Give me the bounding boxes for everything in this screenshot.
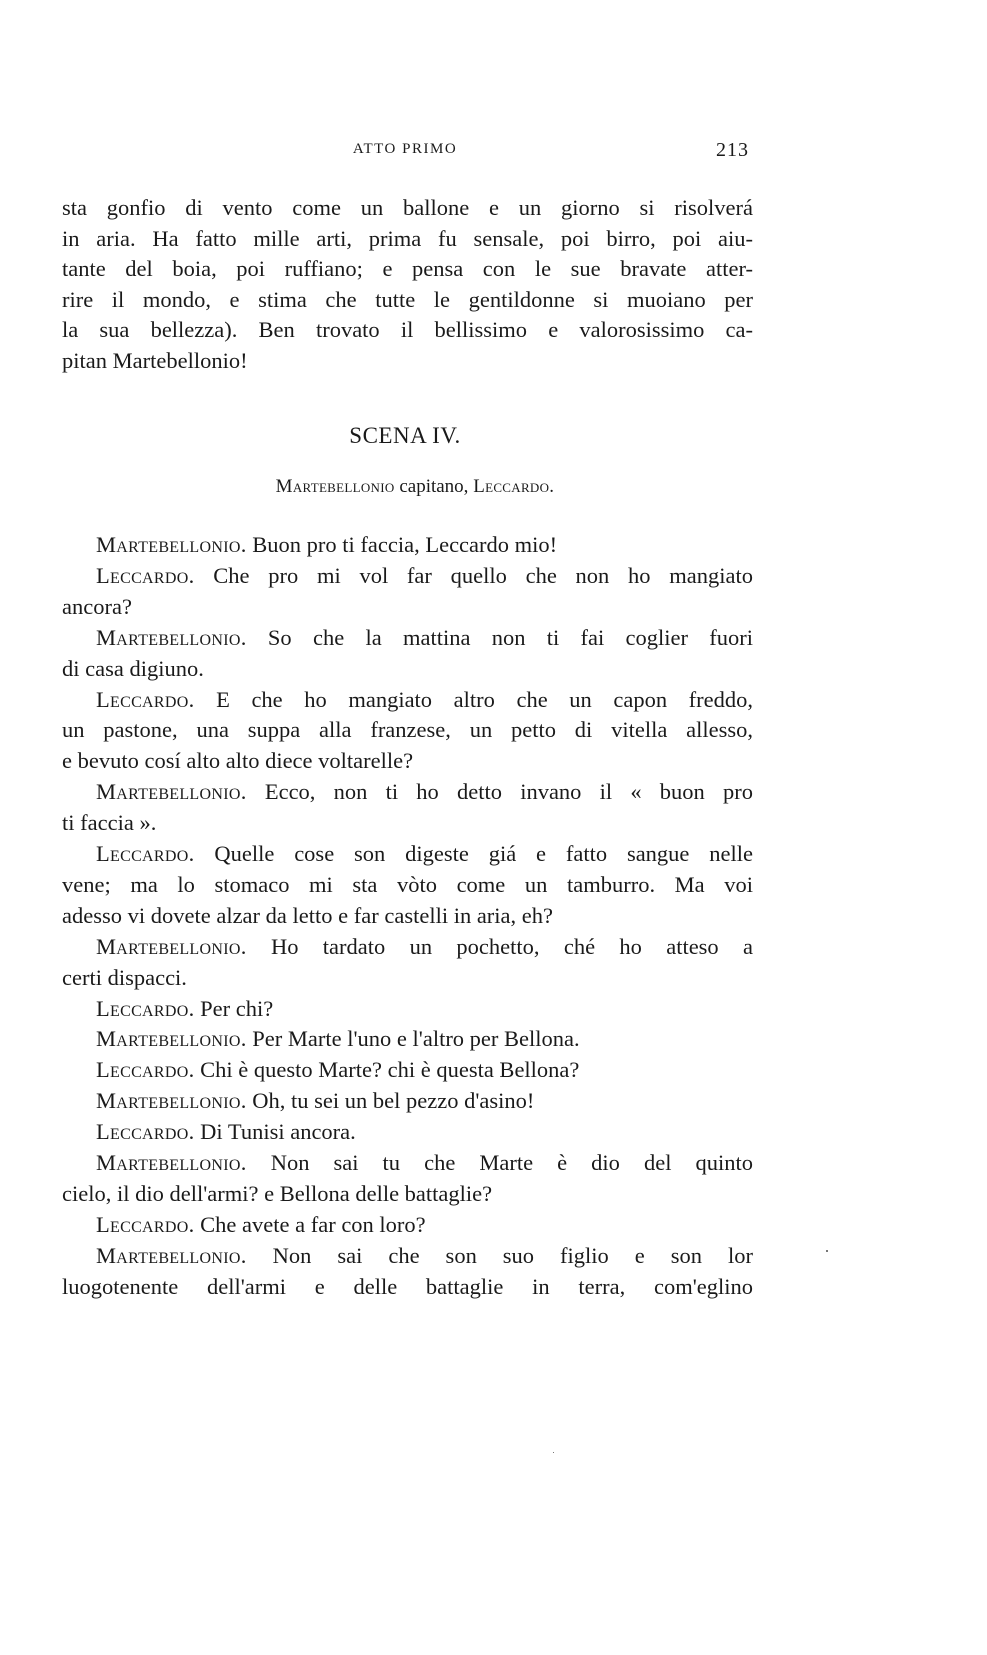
line-text: ancora?: [62, 593, 132, 619]
line-text: di casa digiuno.: [62, 655, 204, 681]
text-line: [62, 716, 753, 744]
line-text: cielo, il dio dell'armi? e Bellona delle battaglie?: [62, 1180, 493, 1206]
text-line: [96, 995, 753, 1023]
line-text: in aria. Ha fatto mille arti, prima fu sensale, poi birro, poi aiu-: [62, 225, 753, 251]
text-line: [96, 840, 753, 868]
text-line: [62, 1273, 753, 1301]
text-line: [96, 1118, 753, 1146]
text-line: [62, 316, 753, 344]
scan-speck: [826, 1250, 828, 1252]
text-line: [62, 593, 753, 621]
speaker-name: Martebellonio.: [96, 779, 247, 805]
speaker-name: Martebellonio.: [96, 1150, 247, 1175]
line-text: la sua bellezza). Ben trovato il bellissimo e valorosissimo ca-: [62, 317, 753, 343]
text-line: [96, 1149, 753, 1177]
line-text: Di Tunisi ancora.: [194, 1119, 356, 1145]
text-line: [96, 531, 753, 559]
scene-characters: [0, 476, 830, 498]
line-text: Chi è questo Marte? chi è questa Bellona?: [194, 1057, 580, 1083]
text-line: [96, 1242, 753, 1270]
scene-heading: SCENA IV.: [349, 423, 461, 448]
character-name: Martebellonio: [275, 476, 395, 497]
speaker-name: Martebellonio.: [96, 1088, 247, 1114]
line-text: Che pro mi vol far quello che non ho mangiato: [194, 562, 753, 588]
text-line: [62, 286, 753, 314]
text-line: [96, 778, 753, 806]
text-line: [62, 225, 753, 253]
line-text: tante del boia, poi ruffiano; e pensa con le sue bravate atter-: [62, 256, 753, 282]
text-line: [62, 809, 753, 837]
line-text: adesso vi dovete alzar da letto e far castelli in aria, eh?: [62, 902, 554, 928]
text-line: [62, 871, 753, 899]
line-text: Non sai tu che Marte è dio del quinto: [246, 1150, 753, 1175]
speaker-name: Martebellonio.: [96, 1242, 247, 1268]
speaker-name: Leccardo.: [96, 1211, 195, 1237]
text-line: [62, 964, 753, 992]
line-text: Per chi?: [194, 995, 274, 1021]
line-text: Ho tardato un pochetto, ché ho atteso a: [246, 933, 753, 959]
text-line: [96, 1087, 753, 1115]
speaker-name: Leccardo.: [96, 562, 195, 588]
text-line: [62, 194, 753, 222]
line-text: sta gonfio di vento come un ballone e un giorno si risolverá: [62, 195, 753, 220]
line-text: Che avete a far con loro?: [194, 1211, 426, 1237]
text-line: [62, 902, 753, 930]
text-line: [96, 624, 753, 652]
speaker-name: Martebellonio.: [96, 1026, 247, 1052]
speaker-name: Leccardo.: [96, 1119, 195, 1145]
text-line: [96, 686, 753, 714]
speaker-name: Martebellonio.: [96, 624, 247, 650]
line-text: un pastone, una suppa alla franzese, un petto di vitella allesso,: [62, 717, 753, 743]
line-text: E che ho mangiato altro che un capon freddo,: [194, 686, 753, 712]
text-line: [62, 747, 753, 775]
line-text: Oh, tu sei un bel pezzo d'asino!: [246, 1088, 535, 1114]
text-line: [96, 933, 753, 961]
line-text: Per Marte l'uno e l'altro per Bellona.: [246, 1026, 580, 1052]
speaker-name: Leccardo.: [96, 686, 195, 712]
line-text: certi dispacci.: [62, 964, 187, 990]
character-name: Leccardo.: [473, 476, 555, 497]
line-text: Buon pro ti faccia, Leccardo mio!: [246, 532, 558, 557]
text-line: [96, 1056, 753, 1084]
text-line: [96, 1211, 753, 1239]
speaker-name: Martebellonio.: [96, 532, 247, 557]
line-text: Ecco, non ti ho detto invano il « buon pro: [246, 779, 753, 805]
page-number: 213: [716, 139, 749, 161]
speaker-name: Leccardo.: [96, 1057, 195, 1083]
scan-speck: [553, 1452, 554, 1453]
speaker-name: Leccardo.: [96, 841, 195, 866]
line-text: ti faccia ».: [62, 810, 157, 836]
speaker-name: Martebellonio.: [96, 933, 247, 959]
speaker-name: Leccardo.: [96, 995, 195, 1021]
text-line: [62, 347, 753, 375]
text-line: [62, 1180, 753, 1208]
line-text: So che la mattina non ti fai coglier fuori: [246, 624, 753, 650]
line-text: luogotenente dell'armi e delle battaglie in terra, com'eglino: [62, 1273, 753, 1299]
character-role: capitano,: [394, 476, 474, 497]
line-text: Quelle cose son digeste giá e fatto sangue nelle: [194, 841, 753, 866]
line-text: rire il mondo, e stima che tutte le gentildonne si muoiano per: [62, 286, 753, 312]
text-line: [62, 655, 753, 683]
line-text: vene; ma lo stomaco mi sta vòto come un tamburro. Ma voi: [62, 871, 753, 897]
line-text: e bevuto cosí alto alto diece voltarelle?: [62, 748, 414, 774]
running-title: ATTO PRIMO: [352, 141, 458, 157]
text-line: [96, 1025, 753, 1053]
line-text: pitan Martebellonio!: [62, 348, 248, 373]
line-text: Non sai che son suo figlio e son lor: [246, 1242, 753, 1268]
text-line: [96, 562, 753, 590]
text-line: [62, 255, 753, 283]
